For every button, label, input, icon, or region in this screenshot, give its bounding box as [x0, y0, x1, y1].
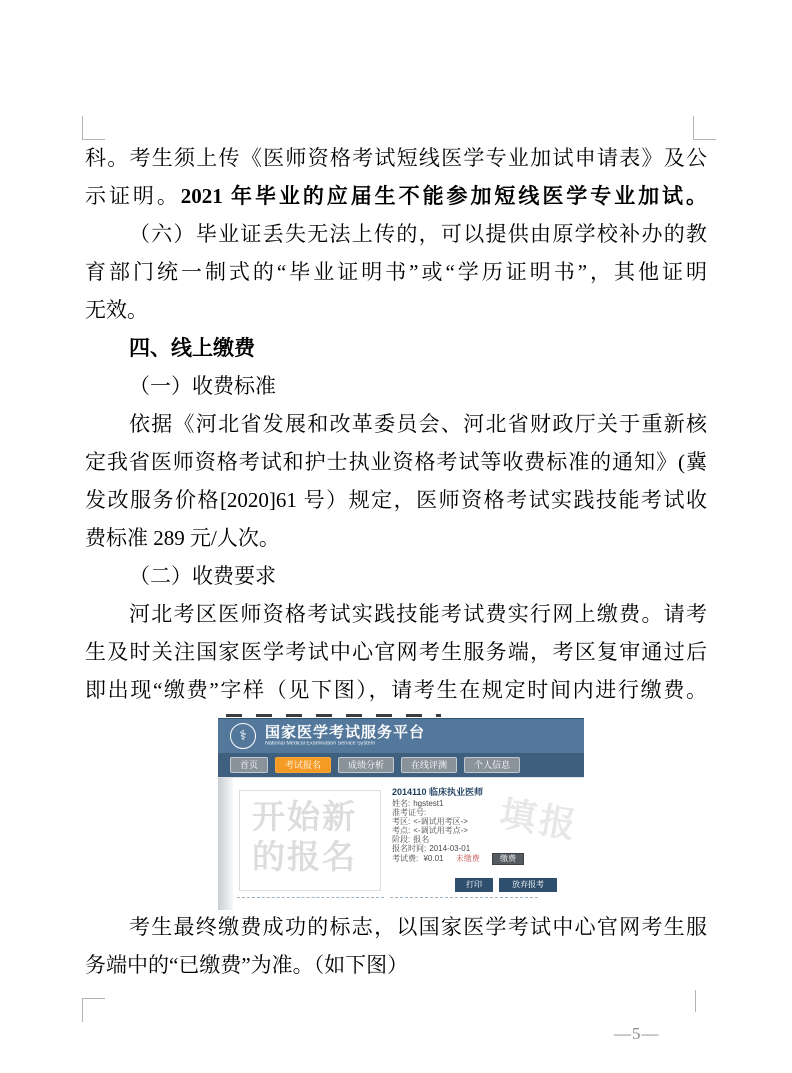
platform-navbar — [218, 753, 584, 777]
platform-logo-icon: ⚕ — [230, 723, 256, 749]
field-label: 考区: — [392, 817, 411, 826]
section-heading-online-payment: 四、线上缴费 — [129, 336, 255, 360]
doc-line: 科。考生须上传《医师资格考试短线医学专业加试申请表》及公 — [85, 146, 707, 170]
platform-titles — [265, 725, 425, 748]
field-row-stage — [392, 835, 524, 844]
field-label: 准考证号: — [392, 808, 427, 817]
registration-fields — [392, 799, 524, 862]
start-new-registration-text-line1: 开始新 — [252, 798, 357, 835]
platform-header — [218, 718, 584, 753]
doc-line: 无效。 — [85, 298, 148, 322]
doc-line: 务端中的“已缴费”为准。（如下图） — [85, 953, 409, 977]
doc-line: 育部门统一制式的“毕业证明书”或“学历证明书”，其他证明 — [85, 260, 707, 284]
nav-tab-exam-registration[interactable]: 考试报名 — [275, 757, 331, 773]
exam-title: 2014110 临床执业医师 — [392, 787, 484, 797]
field-value: <-调试用考点-> — [413, 826, 468, 835]
doc-line: 定我省医师资格考试和护士执业资格考试等收费标准的通知》(冀 — [85, 450, 707, 474]
nav-tab-home[interactable]: 首页 — [230, 757, 268, 773]
field-row-exam-area — [392, 817, 524, 826]
field-row-exam-site — [392, 826, 524, 835]
doc-line: 考生最终缴费成功的标志，以国家医学考试中心官网考生服 — [129, 915, 707, 939]
body-text — [85, 139, 707, 984]
nav-tab-online-evaluation[interactable]: 在线评测 — [401, 757, 457, 773]
embedded-screenshot-exam-platform — [218, 712, 584, 908]
doc-line: 发改服务价格[2020]61 号）规定，医师资格考试实践技能考试收 — [85, 488, 707, 512]
abandon-registration-button[interactable]: 放弃报考 — [499, 878, 557, 892]
subsection-heading-fee-standard: （一）收费标准 — [129, 374, 276, 398]
dashed-divider-right — [390, 897, 538, 898]
crop-mark-bottom-left — [82, 998, 105, 1022]
field-row-exam-fee — [392, 853, 524, 862]
doc-line — [85, 177, 707, 215]
field-row-registration-time — [392, 844, 524, 853]
doc-line: 费标准 289 元/人次。 — [85, 526, 280, 550]
doc-line: （六）毕业证丢失无法上传的，可以提供由原学校补办的教 — [129, 222, 707, 246]
field-value: hgstest1 — [413, 799, 444, 808]
field-row-name — [392, 799, 524, 808]
fill-in-watermark: 填报 — [496, 792, 583, 847]
platform-subtitle: National Medical Examination Service System — [265, 740, 376, 746]
platform-content — [218, 777, 584, 910]
fee-amount: ¥0.01 — [423, 854, 444, 863]
print-button[interactable]: 打印 — [455, 878, 493, 892]
doc-line: 生及时关注国家医学考试中心官网考生服务端，考区复审通过后 — [85, 640, 707, 664]
crop-mark-top-left — [82, 116, 105, 140]
nav-tab-score-analysis[interactable]: 成绩分析 — [338, 757, 394, 773]
crop-mark-bottom-right — [695, 990, 718, 1012]
doc-line: 即出现“缴费”字样（见下图），请考生在规定时间内进行缴费。 — [85, 678, 707, 702]
page-number: —5— — [614, 1024, 660, 1043]
subsection-heading-fee-requirement: （二）收费要求 — [129, 564, 276, 588]
pay-button[interactable]: 缴费 — [492, 853, 524, 865]
doc-line-normal: 示证明。 — [85, 184, 181, 208]
dashed-divider-left — [237, 897, 384, 898]
field-value: 报名 — [413, 835, 430, 844]
field-value: <-调试用考区-> — [413, 817, 468, 826]
left-gradient-edge — [218, 778, 233, 910]
start-new-registration-text-line2: 的报名 — [252, 838, 357, 875]
unpaid-status-badge: 未缴费 — [455, 854, 480, 863]
field-label: 考点: — [392, 826, 411, 835]
nav-tab-personal-info[interactable]: 个人信息 — [464, 757, 520, 773]
cropped-text-strip — [218, 712, 584, 718]
field-value: 2014-03-01 — [429, 844, 471, 853]
field-label: 姓名: — [392, 799, 411, 808]
crop-mark-top-right — [693, 116, 716, 140]
doc-line: 河北考区医师资格考试实践技能考试费实行网上缴费。请考 — [129, 602, 707, 626]
platform-title: 国家医学考试服务平台 — [265, 723, 426, 741]
field-label: 阶段: — [392, 835, 411, 844]
field-row-admission-number — [392, 808, 524, 817]
cropped-text-remnant — [226, 714, 441, 717]
doc-line-bold: 2021 年毕业的应届生不能参加短线医学专业加试。 — [180, 184, 708, 208]
field-label: 报名时间: — [392, 844, 427, 853]
fee-label: 考试费: — [392, 854, 419, 863]
doc-line: 依据《河北省发展和改革委员会、河北省财政厅关于重新核 — [129, 412, 707, 436]
start-new-registration-card[interactable] — [239, 790, 381, 891]
